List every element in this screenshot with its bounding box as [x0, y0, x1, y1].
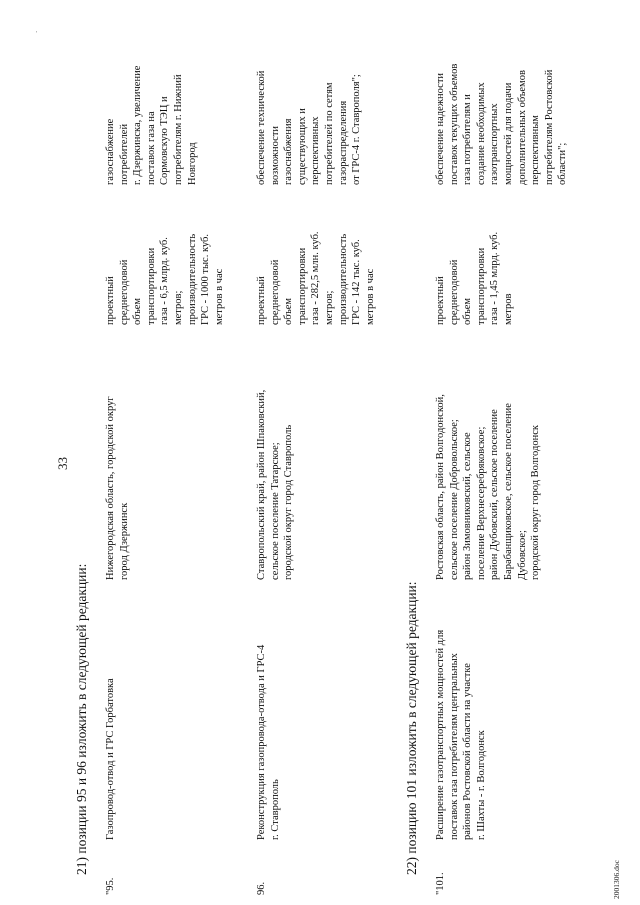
row-101-purpose: обеспечение надежности поставок текущих объемов газа потребителям и создание необходимых газотранспортных мощностей для подачи дополнительных объемов перспективным потребителям Ростовской области";: [435, 63, 569, 185]
row-101-location: Ростовская область, район Волгодонской, сельское поселение Добровольское; район Зимовниковский, сельское поселение Верхнесеребряковское; район Дубовский, сельское поселение Барабанщиковское, сельское поселение Дубовское; городской округ город Волгодонск: [435, 394, 542, 580]
row-95-number: "95.: [105, 877, 116, 895]
footer-filename: 2001306.doc: [612, 860, 621, 899]
row-96-purpose: обеспечение технической возможности газоснабжения существующих и перспективных потребителей по сетям газораспределения от ГРС-4 г. Ставрополя";: [256, 70, 363, 185]
row-96-number: 96.: [256, 881, 267, 895]
row-96-location: Ставропольский край, район Шпаковский, сельское поселение Татарское; городской округ город Ставрополь: [256, 389, 295, 580]
corner-mark: ': [36, 30, 38, 38]
row-95-name: Газопровод-отвод и ГРС Горбатовка: [105, 678, 116, 840]
row-95-location: Нижегородская область, городской округ город Дзержинск: [105, 396, 130, 580]
section-22-heading: 22) позицию 101 изложить в следующей редакции:: [404, 581, 419, 875]
row-96-name: Реконструкция газопровода-отвода и ГРС-4 г. Ставрополь: [256, 644, 281, 840]
row-96-params: проектный среднегодовой объем транспортировки газа - 282,5 млн. куб. метров; производительность ГРС - 142 тыс. куб. метров в час: [256, 231, 376, 325]
row-95-params: проектный среднегодовой объем транспортировки газа - 6,5 млрд. куб. метров; производительность ГРС - 1000 тыс. куб. метров в час: [105, 233, 225, 325]
row-95-purpose: газоснабжение потребителей г. Дзержинска, увеличение поставок газа на Сормовскую ТЭЦ и потребителям г. Нижний Новгород: [105, 65, 198, 185]
section-21-heading: 21) позиции 95 и 96 изложить в следующей редакции:: [74, 563, 89, 875]
row-101-name: Расширение газотранспортных мощностей для поставок газа потребителям центральных районов Ростовской области на участке г. Шахты - г. Волгодонск: [435, 629, 487, 840]
page-number: 33: [55, 457, 70, 470]
row-101-params: проектный среднегодовой объем транспортировки газа - 1,45 млрд. куб. метров: [435, 231, 514, 325]
row-101-number: "101.: [435, 872, 446, 895]
